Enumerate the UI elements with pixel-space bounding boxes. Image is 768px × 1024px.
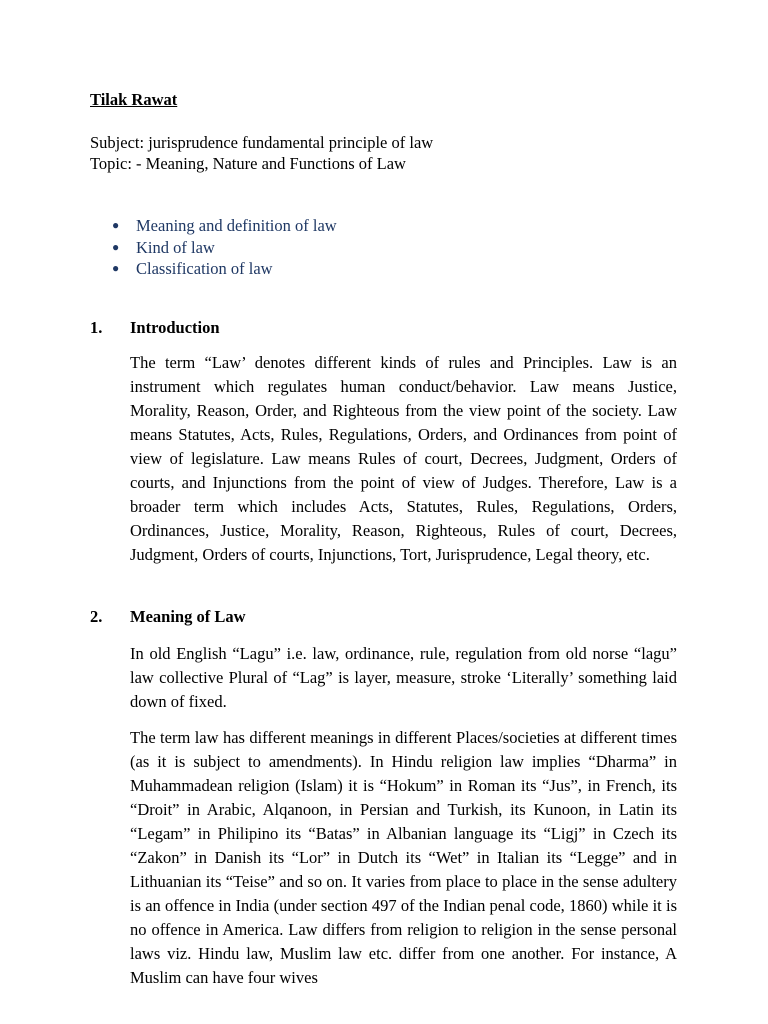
bullet-icon: ● xyxy=(112,218,120,232)
section-number: 1. xyxy=(90,318,103,337)
bullet-item: ● Meaning and definition of law xyxy=(112,216,337,235)
introduction-paragraph: The term “Law’ denotes different kinds of rules and Principles. Law is an instrument which regulates human conduct/behavior. Law means Justice, Morality, Reason, Order, and Righteous from the view point of the society. Law means Statutes, Acts, Rules, Regulations, Orders, and Ordinances from point of view of legislature. Law means Rules of court, Decrees, Judgment, Orders of courts, and Injunctions from the point of view of Judges. Therefore, Law is a broader term which includes Acts, Statutes, Rules, Regulations, Orders, Ordinances, Justice, Morality, Reason, Righteous, Rules of court, Decrees, Judgment, Orders of courts, Injunctions, Tort, Jurisprudence, Legal theory, etc. xyxy=(130,353,677,564)
section-title: Introduction xyxy=(130,318,220,337)
subject-line: Subject: jurisprudence fundamental principle of law xyxy=(90,133,434,152)
section-heading-meaning-of-law xyxy=(90,607,246,627)
bullet-item: ● Classification of law xyxy=(112,259,273,278)
section-number: 2. xyxy=(90,607,103,626)
meaning-paragraph-2: The term law has different meanings in different Places/societies at different times (as it is subject to amendments). In Hindu religion law implies “Dharma” in Muhammadean religion (Islam) it is “Hokum” in Roman its “Jus”, in French, its “Droit” in Arabic, Alqanoon, in Persian and Turkish, its Kunoon, in Latin its “Legam” in Philipino its “Batas” in Albanian language its “Ligj” in Czech its “Zakon” in Danish its “Lor” in Dutch its “Wet” in Italian its “Legge” and in Lithuanian its “Teise” and so on. It varies from place to place in the sense adultery is an offence in India (under section 497 of the Indian penal code, 1860) while it is no offence in America. Law differs from religion to religion in the sense personal laws viz. Hindu law, Muslim law etc. differ from one another. For instance, A Muslim can have four wives xyxy=(130,728,677,987)
section-title: Meaning of Law xyxy=(130,607,246,626)
document-meta xyxy=(90,132,433,174)
author-name: Tilak Rawat xyxy=(90,90,178,109)
bullet-icon: ● xyxy=(112,239,120,254)
meaning-paragraph-1: In old English “Lagu” i.e. law, ordinance, rule, regulation from old norse “lagu” law collective Plural of “Lag” is layer, measure, stroke ‘Literally’ something laid down of fixed. xyxy=(130,644,677,711)
topic-line: Topic: - Meaning, Nature and Functions of Law xyxy=(90,154,406,173)
section-heading-introduction xyxy=(90,318,220,338)
bullet-icon: ● xyxy=(112,261,120,275)
topic-bullet-list xyxy=(112,215,337,280)
bullet-item: ● Kind of law xyxy=(112,237,215,257)
